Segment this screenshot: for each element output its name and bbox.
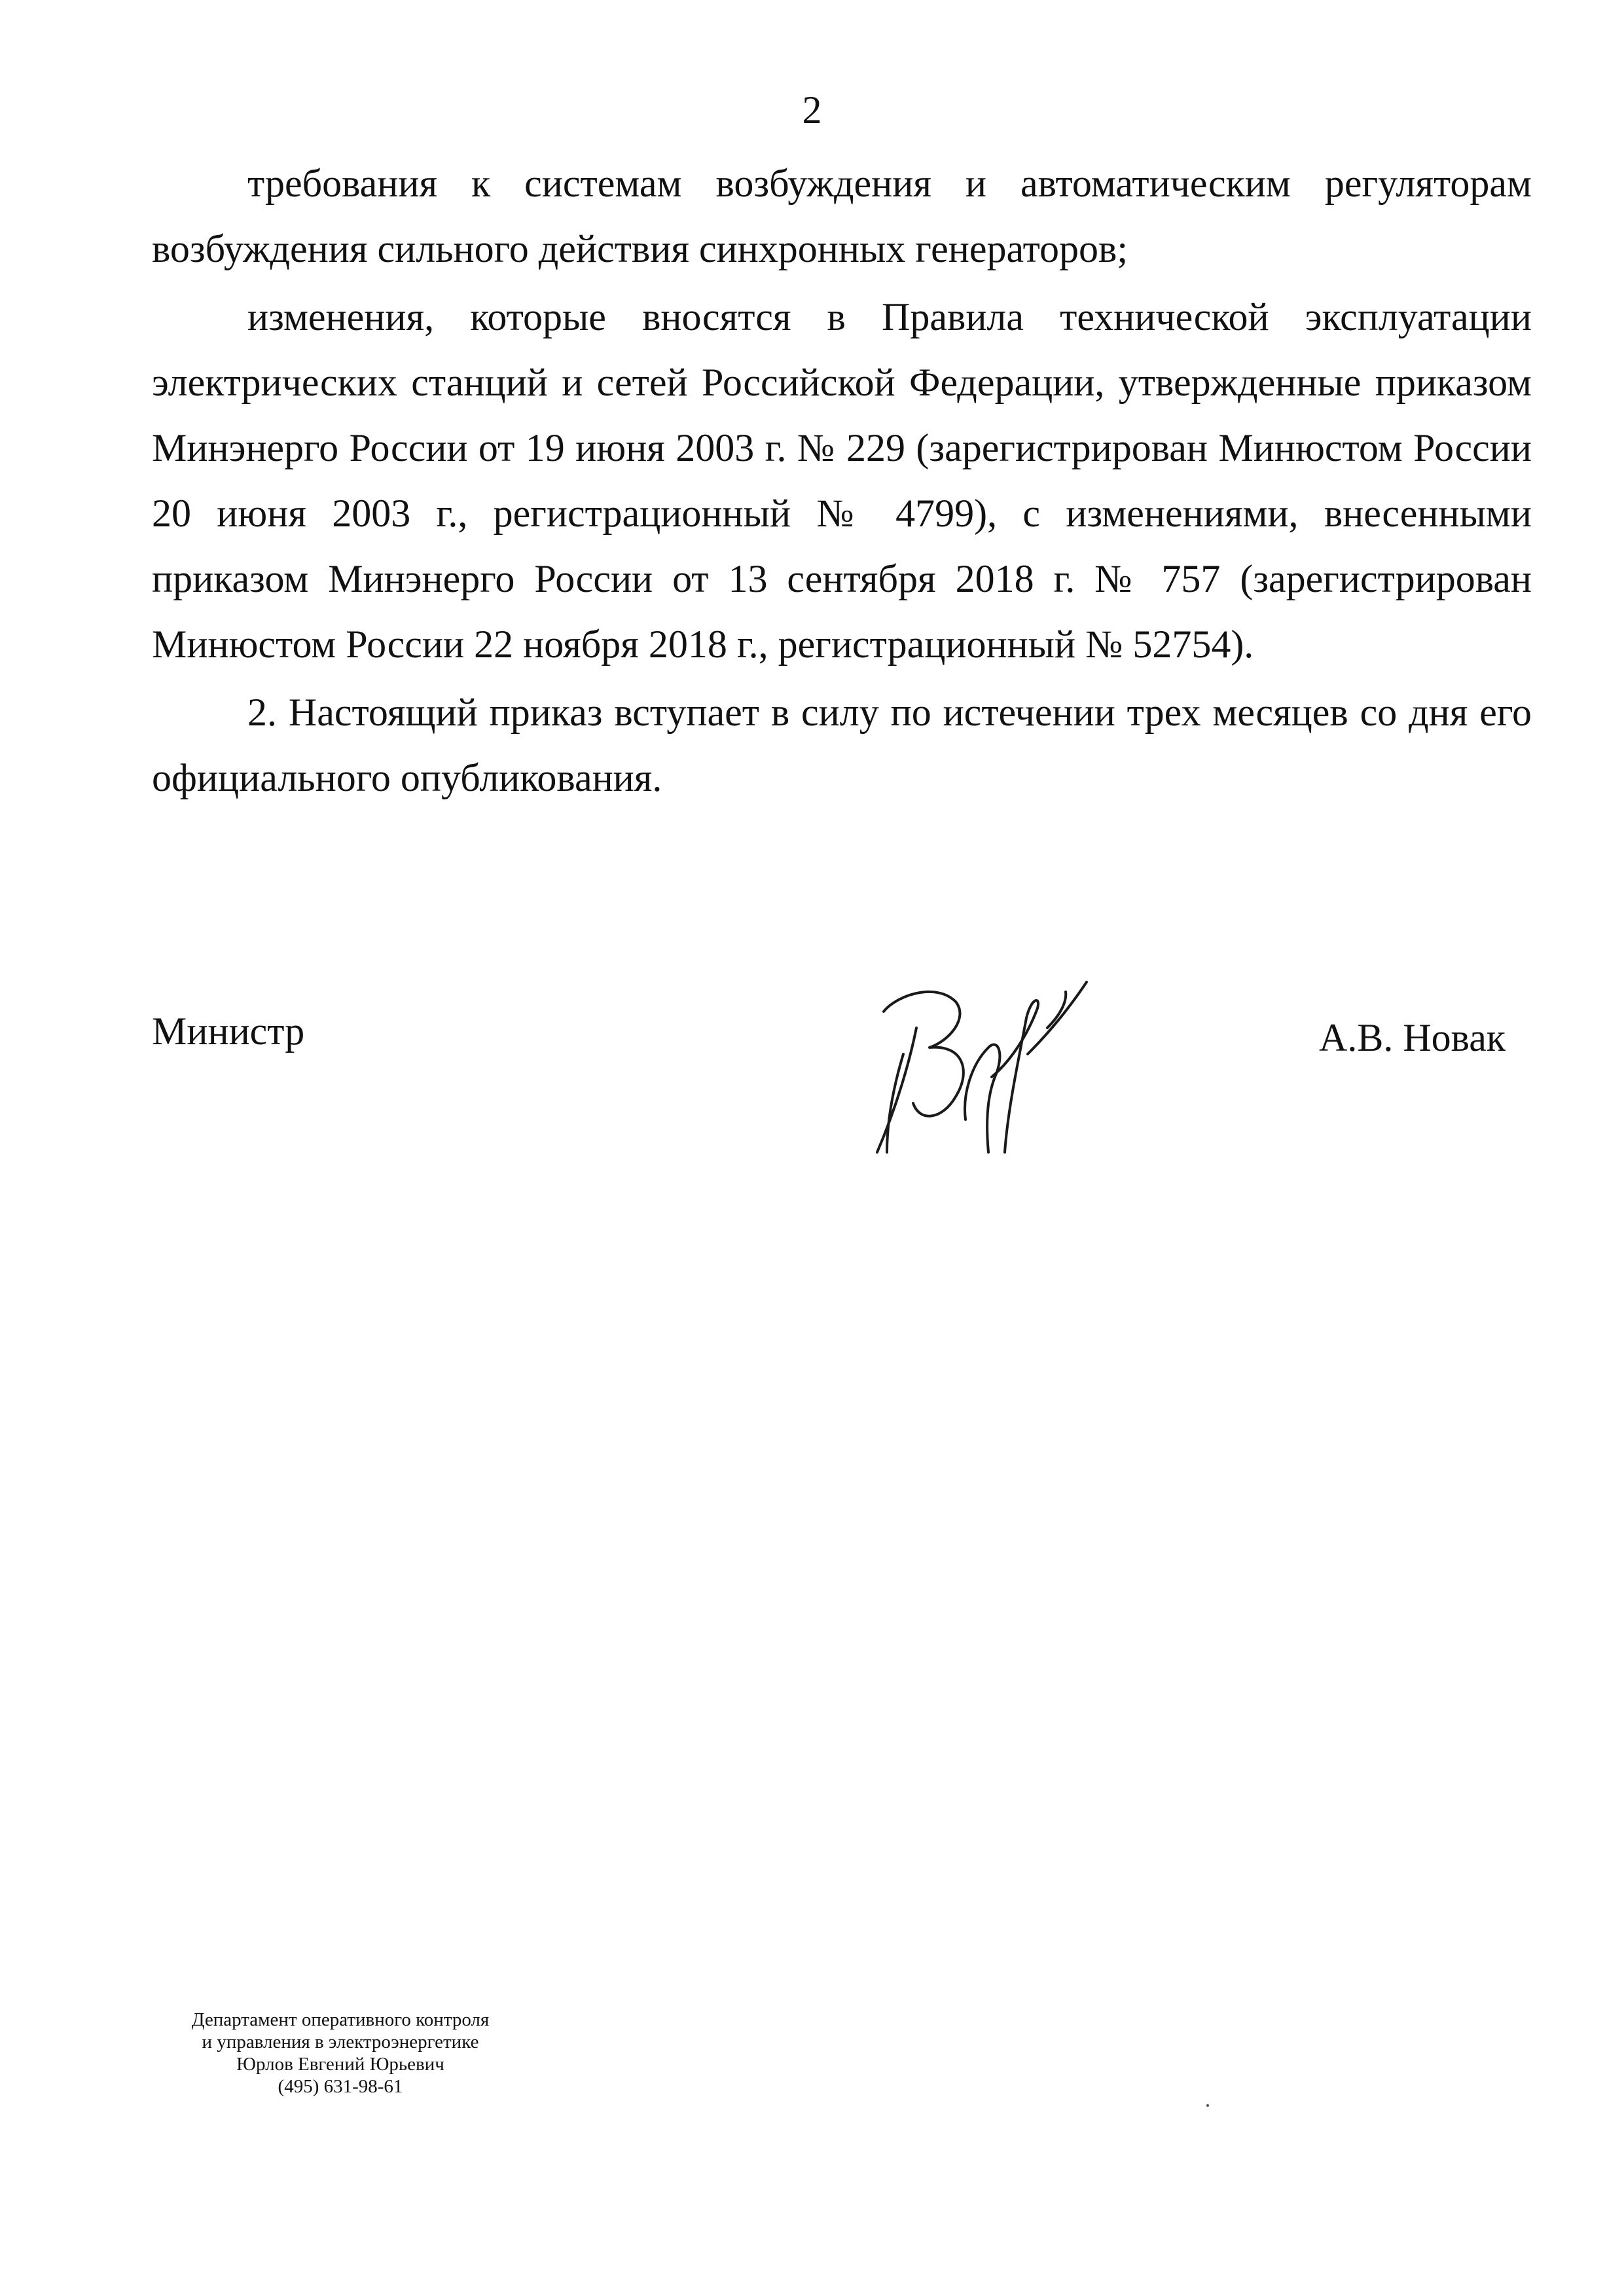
document-body	[152, 151, 1532, 811]
paragraph-requirements: требования к системам возбуждения и автоматическим регуляторам возбуждения сильного действия синхронных генераторов;	[152, 162, 1532, 270]
handwritten-signature	[857, 956, 1119, 1165]
signer-title: Министр	[152, 1010, 305, 1053]
footer-phone: (495) 631-98-61	[278, 2076, 403, 2097]
signer-name: А.В. Новак	[1319, 1016, 1506, 1059]
scan-speck	[1206, 2104, 1209, 2107]
paragraph-changes: изменения, которые вносятся в Правила технической эксплуатации электрических станций и сетей Российской Федерации, утвержденные приказом Минэнерго России от 19 июня 2003 г. № 229 (зарегистрирован Минюстом России 20 июня 2003 г., регистрационный № 4799), с изменениями, внесенными приказом Минэнерго России от 13 сентября 2018 г. № 757 (зарегистрирован Минюстом России 22 ноября 2018 г., регистрационный № 52754).	[152, 295, 1532, 666]
contact-footer	[157, 2009, 524, 2098]
page-number: 2	[802, 88, 822, 132]
footer-contact-person: Юрлов Евгений Юрьевич	[236, 2054, 444, 2075]
footer-department: Департамент оперативного контроля	[191, 2009, 490, 2030]
footer-department-continued: и управления в электроэнергетике	[202, 2032, 479, 2052]
paragraph-effective-date: 2. Настоящий приказ вступает в силу по истечении трех месяцев со дня его официального опубликования.	[152, 691, 1532, 799]
